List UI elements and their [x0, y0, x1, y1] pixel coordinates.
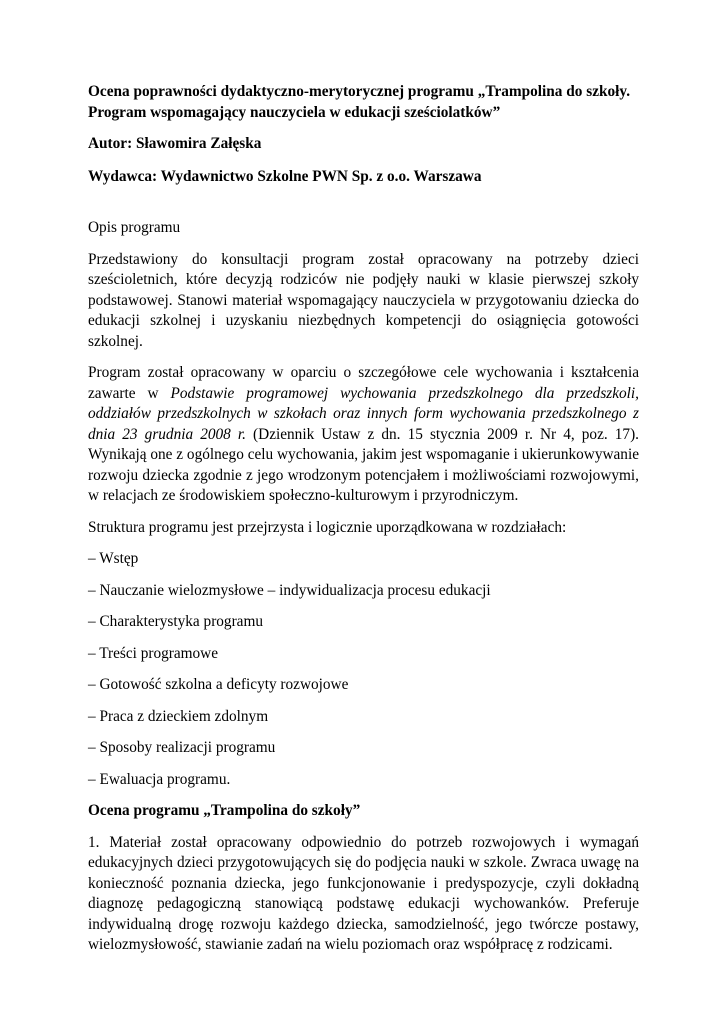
- list-item: – Sposoby realizacji programu: [88, 739, 276, 756]
- paragraph-2-italic-citation: Podstawie programowej wychowania przedszkolnego dla przedszkoli, oddziałów przedszkolnych w szkołach oraz innych form wychowania przedszkolnego z dnia 23 grudnia 2008 r.: [88, 384, 640, 443]
- title-line-1: Ocena poprawności dydaktyczno-merytorycznej programu „Trampolina do szkoły.: [88, 83, 631, 100]
- list-item: – Praca z dzieckiem zdolnym: [88, 707, 269, 725]
- list-item: – Charakterystyka programu: [88, 613, 264, 630]
- paragraph-4: 1. Materiał został opracowany odpowiednio do potrzeb rozwojowych i wymagań edukacyjnych dzieci przygotowujących się do podjęcia nauki w szkole. Zwraca uwagę na konieczność poznania dziecka, jego funkcjonowanie i predyspozycje, czyli dokładną diagnozę pedagogiczną stanowiącą podstawę edukacji wychowanków. Preferuje indywidualną drogę rozwoju każdego dziecka, samodzielność, jego twórcze postawy, wielozmysłowość, stawianie zadań na wielu poziomach oraz współpracę z rodzicami.: [88, 833, 639, 953]
- list-item: – Ewaluacja programu.: [88, 770, 231, 788]
- chapter-list: [88, 549, 639, 790]
- paragraph-2: [88, 363, 639, 507]
- author-line: Autor: Sławomira Załęska: [88, 135, 262, 152]
- publisher-line: Wydawca: Wydawnictwo Szkolne PWN Sp. z o.o. Warszawa: [88, 167, 482, 185]
- document-title: [88, 82, 639, 123]
- document-page: [88, 82, 639, 956]
- list-item: – Gotowość szkolna a deficyty rozwojowe: [88, 676, 349, 693]
- paragraph-2-part-2: (Dziennik Ustaw z dn. 15 stycznia 2009 r. Nr 4, poz. 17). Wynikają one z ogólnego celu wychowania, jakim jest wspomaganie i ukierunkowywanie rozwoju dziecka zgodnie z jego wrodzonym potencjałem i możliwościami rozwojowymi, w relacjach ze środowiskiem społeczno-kulturowym i przyrodniczym.: [88, 425, 639, 504]
- title-line-2: Program wspomagający nauczyciela w edukacji sześciolatków”: [88, 103, 501, 121]
- section-heading-ocena: Ocena programu „Trampolina do szkoły”: [88, 802, 361, 819]
- paragraph-2-part-1: Program został opracowany w oparciu o szczegółowe cele wychowania i kształcenia zawarte w: [88, 364, 639, 402]
- section-heading-opis: Opis programu: [88, 219, 181, 236]
- paragraph-1: Przedstawiony do konsultacji program został opracowany na potrzeby dzieci sześcioletnich, które decyzją rodziców nie podjęły nauki w klasie pierwszej szkoły podstawowej. Stanowi materiał wspomagający nauczyciela w przygotowaniu dziecka do edukacji szkolnej i uzyskaniu niezbędnych kompetencji do osiągnięcia gotowości szkolnej.: [88, 250, 639, 350]
- list-item: – Treści programowe: [88, 644, 219, 662]
- list-item: – Nauczanie wielozmysłowe – indywidualizacja procesu edukacji: [88, 581, 491, 599]
- paragraph-3: Struktura programu jest przejrzysta i logicznie uporządkowana w rozdziałach:: [88, 518, 567, 536]
- list-item: – Wstęp: [88, 550, 139, 567]
